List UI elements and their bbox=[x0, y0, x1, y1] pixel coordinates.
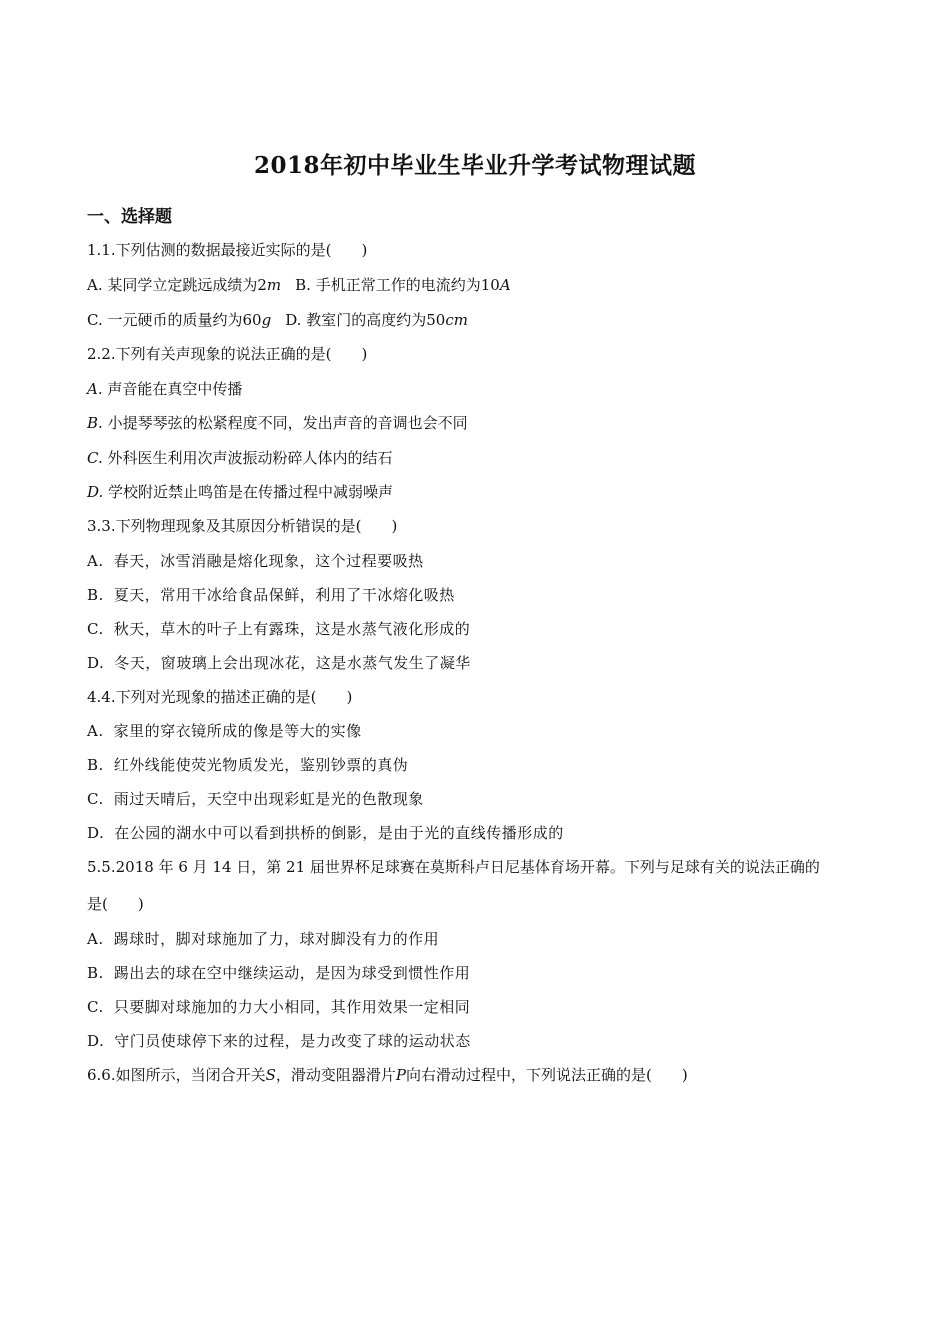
option-letter: C. bbox=[87, 449, 103, 467]
option-letter: A. bbox=[87, 722, 104, 740]
option-letter: C. bbox=[87, 790, 104, 808]
question-5-option-d bbox=[87, 1030, 471, 1052]
option-letter: A. bbox=[87, 930, 104, 948]
question-2-stem: 2.2.下列有关声现象的说法正确的是( ) bbox=[87, 345, 368, 363]
option-letter: D. bbox=[87, 654, 105, 672]
option-text: 踢球时，脚对球施加了力，球对脚没有力的作用 bbox=[113, 930, 440, 948]
question-6-stem bbox=[87, 1064, 688, 1086]
option-text: 红外线能使荧光物质发光，鉴别钞票的真伪 bbox=[113, 756, 409, 774]
option-a-unit: m bbox=[266, 276, 282, 294]
option-text: 夏天，常用干冰给食品保鲜，利用了干冰熔化吸热 bbox=[113, 586, 455, 604]
option-text: 秋天，草木的叶子上有露珠，这是水蒸气液化形成的 bbox=[113, 620, 471, 638]
question-3-stem: 3.3.下列物理现象及其原因分析错误的是( ) bbox=[87, 517, 398, 535]
question-6-text-3: 向右滑动过程中，下列说法正确的是( ) bbox=[406, 1066, 688, 1084]
option-letter: C. bbox=[87, 620, 104, 638]
option-c-unit: g bbox=[261, 311, 272, 329]
question-5-stem-line-1: 5.5.2018 年 6 月 14 日，第 21 届世界杯足球赛在莫斯科卢日尼基体育场开幕。下列与足球有关的说法正确的 bbox=[87, 858, 820, 876]
option-b-text: 手机正常工作的电流约为10 bbox=[315, 276, 500, 294]
option-letter: B. bbox=[87, 964, 104, 982]
option-text: 家里的穿衣镜所成的像是等大的实像 bbox=[113, 722, 362, 740]
question-2-option-c bbox=[87, 447, 393, 469]
question-1-options-ab bbox=[87, 274, 511, 296]
question-3-option-c bbox=[87, 618, 470, 640]
switch-symbol: S bbox=[265, 1066, 276, 1084]
question-4-option-c bbox=[87, 788, 424, 810]
question-3-option-b bbox=[87, 584, 455, 606]
option-letter: B. bbox=[87, 586, 104, 604]
option-text: 春天，冰雪消融是熔化现象，这个过程要吸热 bbox=[113, 552, 424, 570]
option-b-unit: A bbox=[499, 276, 511, 294]
option-letter: A. bbox=[87, 552, 104, 570]
option-text: 踢出去的球在空中继续运动，是因为球受到惯性作用 bbox=[113, 964, 471, 982]
question-4-option-d bbox=[87, 822, 564, 844]
option-d-text: 教室门的高度约为50 bbox=[306, 311, 446, 329]
question-1-stem: 1.1.下列估测的数据最接近实际的是( ) bbox=[87, 241, 368, 259]
option-text: 声音能在真空中传播 bbox=[102, 380, 243, 398]
option-text: 外科医生利用次声波振动粉碎人体内的结石 bbox=[102, 449, 393, 467]
page-title: 2018年初中毕业生毕业升学考试物理试题 bbox=[253, 152, 696, 179]
option-d-unit: cm bbox=[445, 311, 468, 329]
question-3-option-a bbox=[87, 550, 424, 572]
option-letter: B. bbox=[87, 756, 104, 774]
question-6-text-2: ，滑动变阻器滑片 bbox=[275, 1066, 396, 1084]
option-text: 学校附近禁止鸣笛是在传播过程中减弱噪声 bbox=[103, 483, 394, 501]
option-letter: D. bbox=[87, 1032, 105, 1050]
option-text: 雨过天晴后，天空中出现彩虹是光的色散现象 bbox=[113, 790, 424, 808]
option-letter: A. bbox=[87, 380, 103, 398]
option-letter: D. bbox=[87, 483, 104, 501]
question-4-option-a bbox=[87, 720, 362, 742]
option-text: 冬天，窗玻璃上会出现冰花，这是水蒸气发生了凝华 bbox=[114, 654, 471, 672]
option-text: 小提琴琴弦的松紧程度不同，发出声音的音调也会不同 bbox=[102, 414, 468, 432]
question-2-option-d bbox=[87, 481, 393, 503]
option-b-letter: B. bbox=[295, 276, 316, 294]
question-6-text-1: 6.6.如图所示，当闭合开关 bbox=[87, 1066, 266, 1084]
section-heading: 一、选择题 bbox=[87, 207, 172, 227]
question-5-option-c bbox=[87, 996, 470, 1018]
question-5-option-b bbox=[87, 962, 470, 984]
option-a-letter: A. bbox=[87, 276, 108, 294]
question-5-option-a bbox=[87, 928, 439, 950]
option-text: 只要脚对球施加的力大小相同，其作用效果一定相同 bbox=[113, 998, 471, 1016]
slider-symbol: P bbox=[395, 1066, 407, 1084]
option-c-text: 一元硬币的质量约为60 bbox=[107, 311, 262, 329]
question-4-option-b bbox=[87, 754, 408, 776]
option-text: 守门员使球停下来的过程，是力改变了球的运动状态 bbox=[114, 1032, 471, 1050]
question-4-stem: 4.4.下列对光现象的描述正确的是( ) bbox=[87, 688, 353, 706]
option-letter: D. bbox=[87, 824, 105, 842]
option-letter: C. bbox=[87, 998, 104, 1016]
option-c-letter: C. bbox=[87, 311, 108, 329]
option-d-letter: D. bbox=[285, 311, 307, 329]
question-2-option-b bbox=[87, 412, 468, 434]
option-a-text: 某同学立定跳远成绩为2 bbox=[107, 276, 267, 294]
question-3-option-d bbox=[87, 652, 471, 674]
option-text: 在公园的湖水中可以看到拱桥的倒影，是由于光的直线传播形成的 bbox=[114, 824, 564, 842]
option-letter: B. bbox=[87, 414, 103, 432]
question-1-options-cd bbox=[87, 309, 468, 331]
question-2-option-a bbox=[87, 378, 242, 400]
question-5-stem-line-2: 是( ) bbox=[87, 895, 144, 913]
